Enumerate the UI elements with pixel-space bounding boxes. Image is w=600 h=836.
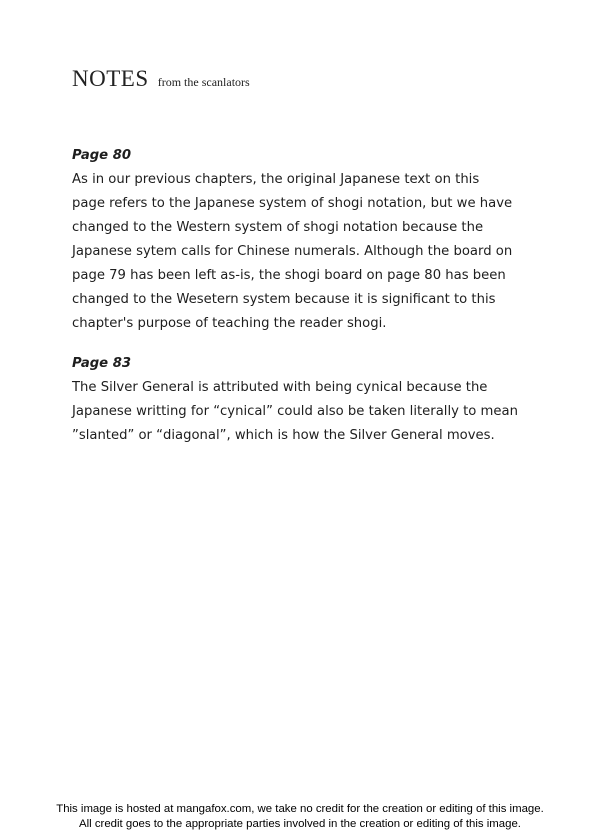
note-line: chapter's purpose of teaching the reader shogi. (72, 316, 387, 331)
note-line: The Silver General is attributed with being cynical because the (72, 380, 488, 395)
note-line: changed to the Wesetern system because it is significant to this (72, 292, 496, 307)
note-line: page 79 has been left as-is, the shogi board on page 80 has been (72, 268, 506, 283)
footer-line-1: This image is hosted at mangafox.com, we take no credit for the creation or editing of this image. (56, 803, 544, 815)
note-line: Japanese writting for “cynical” could also be taken literally to mean (72, 404, 518, 419)
note-line: page refers to the Japanese system of shogi notation, but we have (72, 196, 513, 211)
heading-main: NOTES (72, 66, 149, 91)
hosting-credit-footer (0, 802, 600, 832)
note-page-80 (72, 144, 512, 336)
note-line: Japanese sytem calls for Chinese numerals. Although the board on (72, 244, 513, 259)
note-title: Page 80 (72, 148, 132, 163)
note-line: changed to the Western system of shogi notation because the (72, 220, 484, 235)
note-line: ”slanted” or “diagonal”, which is how the Silver General moves. (72, 428, 495, 443)
note-line: As in our previous chapters, the original Japanese text on this (72, 172, 480, 187)
note-title: Page 83 (72, 356, 132, 371)
footer-line-2: All credit goes to the appropriate parties involved in the creation or editing of this image. (79, 818, 521, 830)
note-page-83 (72, 352, 518, 448)
heading-sub: from the scanlators (157, 75, 250, 89)
page-heading (72, 66, 250, 92)
